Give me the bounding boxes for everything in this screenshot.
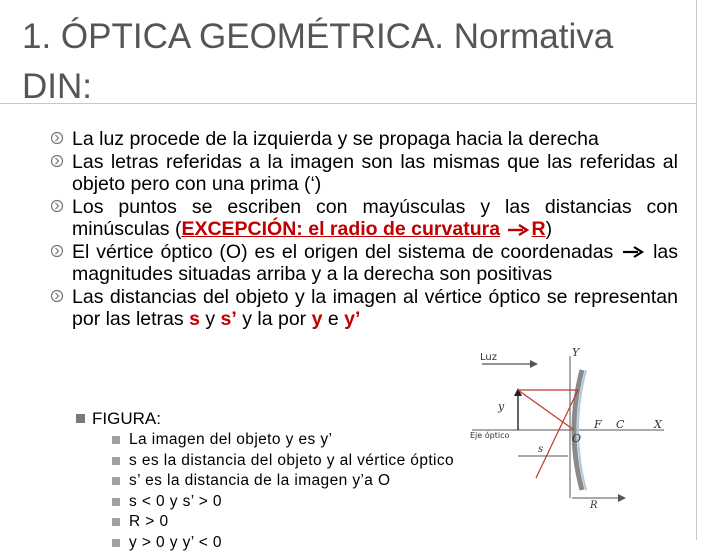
right-arrow-icon	[620, 245, 646, 259]
square-bullet-icon	[112, 477, 120, 485]
list-item: R > 0	[112, 512, 482, 533]
figure-label: FIGURA:	[92, 408, 161, 430]
bullet-text: y la	[242, 308, 272, 330]
symbol-s: s	[189, 308, 200, 330]
symbol-y: y	[312, 308, 323, 330]
list-item: s es la distancia del objeto y al vértice óptico	[112, 451, 482, 472]
bullet-circle-icon	[50, 199, 64, 213]
symbol-s-prime: s’	[221, 308, 237, 330]
bullet-text: Las distancias del objeto y la imagen al vértice óptico se representan por las letras	[72, 286, 678, 331]
bullet-text: La luz procede de la izquierda y se propaga hacia la derecha	[72, 128, 599, 150]
square-bullet-icon	[112, 457, 120, 465]
bullet-text: Los puntos se escriben con mayúsculas y las distancias con minúsculas (	[72, 196, 678, 241]
square-bullet-icon	[112, 518, 120, 526]
radius-symbol: R	[531, 218, 545, 240]
optics-diagram	[466, 338, 684, 510]
right-arrow-icon	[505, 223, 531, 237]
bullet-circle-icon	[50, 289, 64, 303]
bullet-circle-icon	[50, 154, 64, 168]
symbol-y-prime: y’	[344, 308, 360, 330]
bullet-text: Las letras referidas a la imagen son las mismas que las referidas al objeto pero con una prima (‘)	[72, 151, 678, 196]
vertex-o-label: O	[572, 432, 581, 445]
bullet-item	[50, 128, 678, 151]
bullet-text: y	[205, 308, 215, 330]
list-item: y > 0 y y’ < 0	[112, 533, 482, 553]
optical-axis-label: Eje óptico	[470, 430, 509, 440]
distance-s-label: s	[538, 444, 543, 455]
bullet-circle-icon	[50, 131, 64, 145]
focus-f-label: F	[593, 418, 602, 431]
bullet-text: por	[278, 308, 306, 330]
axis-y-label: Y	[572, 346, 581, 359]
luz-label: Luz	[480, 352, 497, 363]
object-y-label: y	[497, 400, 505, 413]
bullet-text: )	[546, 218, 553, 240]
axis-x-label: X	[653, 418, 663, 431]
bullet-item	[50, 151, 678, 196]
square-bullet-icon	[76, 414, 85, 423]
bullet-item	[50, 196, 678, 241]
square-bullet-icon	[112, 436, 120, 444]
bullet-circle-icon	[50, 244, 64, 258]
list-item: La imagen del objeto y es y’	[112, 430, 482, 451]
exception-text: EXCEPCIÓN: el radio de curvatura	[181, 218, 500, 240]
right-border	[696, 0, 697, 540]
figure-items	[112, 430, 482, 553]
bullet-text: El vértice óptico (O) es el origen del sistema de coordenadas	[72, 241, 613, 263]
list-item: s < 0 y s’ > 0	[112, 492, 482, 513]
bullet-list	[50, 128, 678, 331]
bullet-text: las magnitudes situadas arriba y a la derecha son positivas	[72, 241, 678, 286]
list-item: s’ es la distancia de la imagen y’a O	[112, 471, 482, 492]
mirror-diagram	[466, 338, 684, 510]
title-divider	[0, 103, 696, 104]
center-c-label: C	[616, 418, 625, 431]
radius-r-label: R	[589, 500, 598, 510]
bullet-item	[50, 241, 678, 286]
slide-title: 1. ÓPTICA GEOMÉTRICA. Normativa DIN:	[22, 12, 682, 112]
bullet-item	[50, 286, 678, 331]
bullet-text: e	[328, 308, 339, 330]
square-bullet-icon	[112, 498, 120, 506]
